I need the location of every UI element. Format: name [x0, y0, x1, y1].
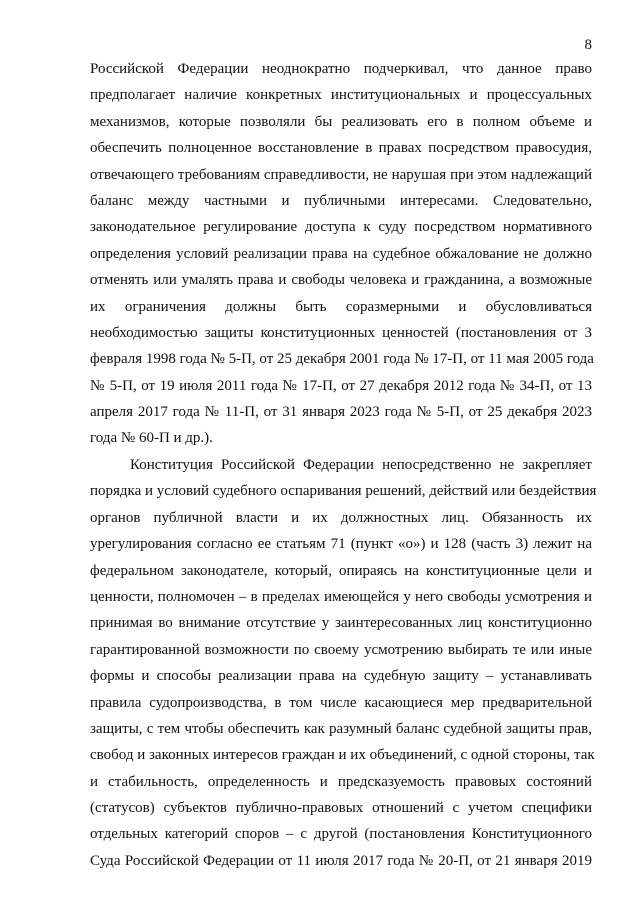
text-line: года № 60-П и др.). [90, 430, 213, 447]
text-line: обеспечить полноценное восстановление в правах посредством правосудия, [90, 140, 592, 157]
text-line: необходимостью защиты конституционных ценностей (постановления от 3 [90, 324, 592, 341]
text-line: Российской Федерации неоднократно подчеркивал, что данное право [90, 61, 592, 77]
text-line: формы и способы реализации права на судебную защиту – устанавливать [90, 668, 592, 685]
text-line: и стабильность, определенность и предсказуемость правовых состояний [90, 773, 592, 790]
text-line: законодательное регулирование доступа к суду посредством нормативного [90, 219, 592, 236]
text-line: предполагает наличие конкретных институциональных и процессуальных [90, 87, 592, 104]
text-line: Конституция Российской Федерации непосредственно не закрепляет [130, 457, 592, 473]
paragraph-2 [90, 452, 597, 874]
text-line: федеральном законодателе, который, опираясь на конституционные цели и [90, 562, 592, 579]
text-line: принимая во внимание отсутствие у заинтересованных лиц конституционно [90, 615, 592, 632]
text-line: отвечающего требованиям справедливости, не нарушая при этом надлежащий [90, 166, 592, 183]
text-line: баланс между частными и публичными интересами. Следовательно, [90, 192, 592, 209]
text-line: правила судопроизводства, в том числе касающиеся мер предварительной [90, 694, 592, 711]
text-line: ценности, полномочен – в пределах имеющейся у него свободы усмотрения и [90, 588, 592, 605]
text-line: отменять или умалять права и свободы человека и гражданина, а возможные [90, 272, 592, 289]
text-line: апреля 2017 года № 11-П, от 31 января 2023 года № 5-П, от 25 декабря 2023 [90, 404, 592, 421]
text-line: отдельных категорий споров – с другой (постановления Конституционного [90, 826, 592, 843]
text-line: Суда Российской Федерации от 11 июля 2017 года № 20-П, от 21 января 2019 [90, 852, 592, 869]
text-line: урегулирования согласно ее статьям 71 (пункт «о») и 128 (часть 3) лежит на [90, 536, 592, 553]
text-line: определения условий реализации права на судебное обжалование не должно [90, 245, 592, 262]
text-line: их ограничения должны быть соразмерными и обусловливаться [90, 298, 592, 315]
paragraph-1 [90, 56, 592, 452]
text-line: № 5-П, от 19 июля 2011 года № 17-П, от 27 декабря 2012 года № 34-П, от 13 [90, 377, 592, 394]
text-line: февраля 1998 года № 5-П, от 25 декабря 2001 года № 17-П, от 11 мая 2005 года [90, 351, 594, 368]
text-line: защиты, с тем чтобы обеспечить как разумный баланс судебной защиты прав, [90, 720, 592, 737]
text-line: (статусов) субъектов публично-правовых отношений с учетом специфики [90, 800, 592, 817]
text-line: порядка и условий судебного оспаривания решений, действий или бездействия [90, 483, 597, 500]
text-line: механизмов, которые позволяли бы реализовать его в полном объеме и [90, 113, 592, 130]
text-line: органов публичной власти и их должностных лиц. Обязанность их [90, 509, 592, 526]
text-line: свобод и законных интересов граждан и их объединений, с одной стороны, так [90, 747, 595, 764]
page-number: 8 [584, 37, 592, 53]
text-line: гарантированной возможности по своему усмотрению выбирать те или иные [90, 641, 592, 658]
